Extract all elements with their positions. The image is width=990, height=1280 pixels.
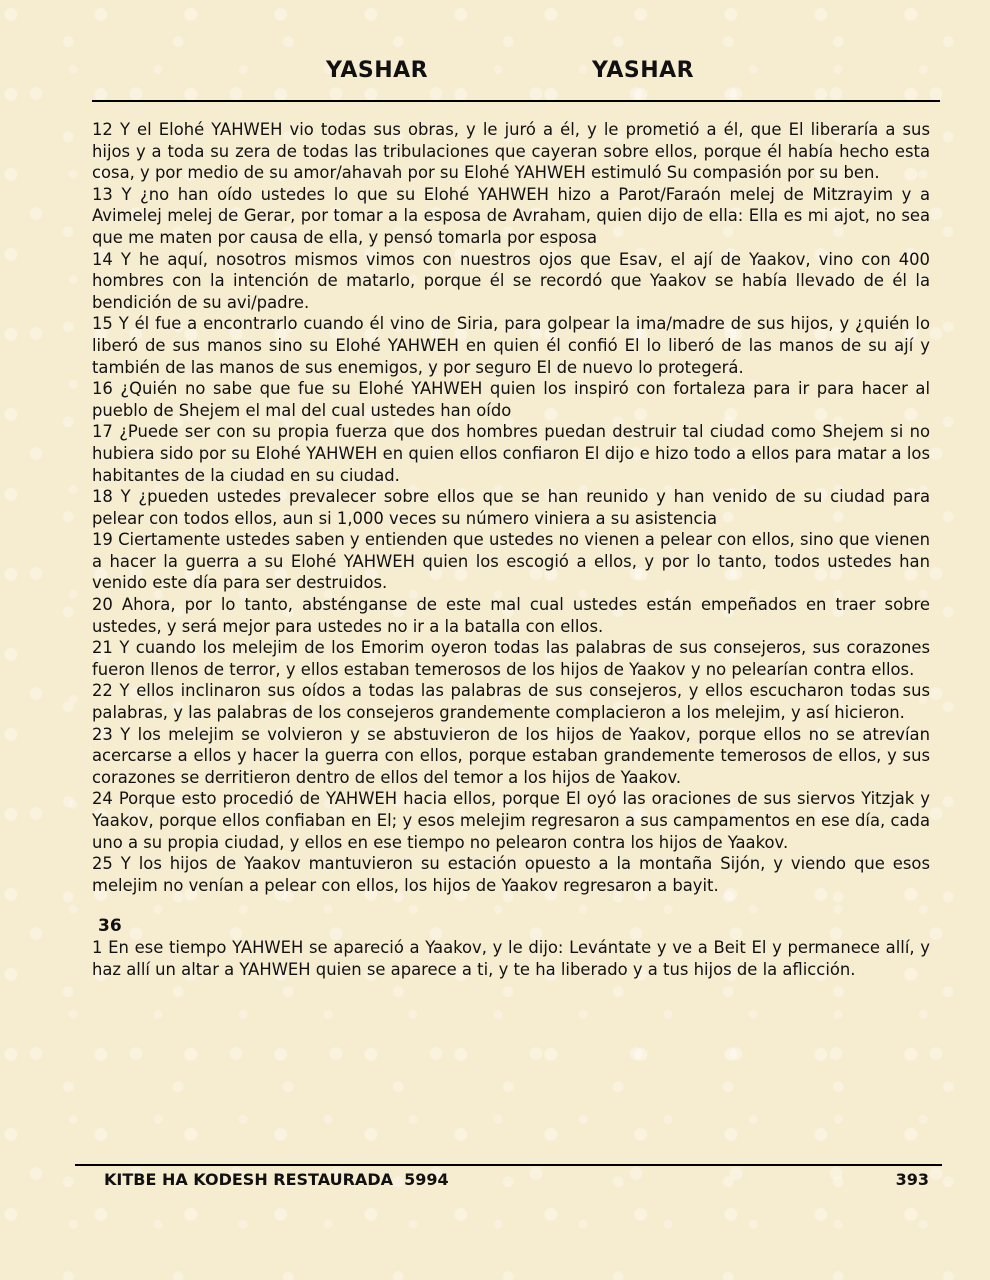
verse xyxy=(92,529,930,594)
running-title-left: YASHAR xyxy=(326,58,429,83)
verse xyxy=(92,937,930,980)
verse-text: Y el Elohé YAHWEH vio todas sus obras, y le juró a él, y le prometió a él, que El liberaría a sus hijos y a toda su zera de todas las tribulaciones que cayeran sobre ellos, porque él había hecho esta cosa, y por medio de su amor/ahavah por su Elohé YAHWEH estimuló Su compasión por su ben. xyxy=(92,120,930,183)
verse-number: 15 xyxy=(92,314,113,334)
page-header xyxy=(0,58,990,92)
verse-text: Y los hijos de Yaakov mantuvieron su estación opuesto a la montaña Sijón, y viendo que esos melejim no venían a pelear con ellos, los hijos de Yaakov regresaron a bayit. xyxy=(92,854,931,895)
verse-number: 20 xyxy=(92,595,113,615)
verse xyxy=(92,637,930,680)
verse-text: ¿Puede ser con su propia fuerza que dos hombres puedan destruir tal ciudad como Shejem si no hubiera sido por su Elohé YAHWEH en quien ellos confiaron El dijo e hizo todo a ellos para matar a los habitantes de la ciudad en su ciudad. xyxy=(92,422,931,485)
page-footer xyxy=(0,1170,990,1196)
verse-text: Y ¿pueden ustedes prevalecer sobre ellos que se han reunido y han venido de su ciudad para pelear con todos ellos, aun si 1,000 veces su número viniera a su asistencia xyxy=(92,487,930,528)
verse-text: Ahora, por lo tanto, absténganse de este mal cual ustedes están empeñados en traer sobre ustedes, y será mejor para ustedes no ir a la batalla con ellos. xyxy=(92,595,930,636)
verse xyxy=(92,313,930,378)
chapter-heading: 36 xyxy=(98,916,122,937)
verse-number: 18 xyxy=(92,487,113,507)
header-divider xyxy=(92,100,940,102)
verse xyxy=(92,853,930,896)
verse-number: 1 xyxy=(92,938,103,958)
verse xyxy=(92,724,930,789)
page-number: 393 xyxy=(895,1170,929,1189)
verse-number: 19 xyxy=(92,530,113,550)
verse-text: Y cuando los melejim de los Emorim oyeron todas las palabras de sus consejeros, sus corazones fueron llenos de terror, y ellos estaban temerosos de los hijos de Yaakov y no pelearían contra ellos. xyxy=(92,638,930,679)
verse-number: 16 xyxy=(92,379,113,399)
verse-text: En ese tiempo YAHWEH se apareció a Yaakov, y le dijo: Levántate y ve a Beit El y permanece allí, y haz allí un altar a YAHWEH quien se aparece a ti, y te ha liberado y a tus hijos de la aflicción. xyxy=(92,938,930,979)
verse-number: 21 xyxy=(92,638,113,658)
verse xyxy=(92,378,930,421)
verse-number: 17 xyxy=(92,422,113,442)
verse-text: Y los melejim se volvieron y se abstuvieron de los hijos de Yaakov, porque ellos no se atrevían acercarse a ellos y hacer la guerra con ellos, porque estaban grandemente temerosos de ellos, y sus corazones se derritieron dentro de ellos del temor a los hijos de Yaakov. xyxy=(92,724,930,787)
footer-divider xyxy=(75,1164,942,1166)
verse xyxy=(92,680,930,723)
verse-number: 14 xyxy=(92,249,113,269)
verse xyxy=(92,119,930,184)
verse-text: Y él fue a encontrarlo cuando él vino de Siria, para golpear la ima/madre de sus hijos, y ¿quién lo liberó de sus manos sino su Elohé YAHWEH en quien él confió El lo liberó de las manos de su ají y también de las manos de sus enemigos, y por seguro El de nuevo lo protegerá. xyxy=(92,314,930,377)
verse xyxy=(92,249,930,314)
verse-number: 24 xyxy=(92,789,113,809)
verse-text: ¿Quién no sabe que fue su Elohé YAHWEH quien los inspiró con fortaleza para ir para hacer al pueblo de Shejem el mal del cual ustedes han oído xyxy=(92,379,930,420)
verse-number: 22 xyxy=(92,681,113,701)
verse-text: Y he aquí, nosotros mismos vimos con nuestros ojos que Esav, el ají de Yaakov, vino con 400 hombres con la intención de matarlo, porque él se recordó que Yaakov se había llevado de él la bendición de su avi/padre. xyxy=(92,249,930,312)
page-body xyxy=(92,119,930,981)
verse xyxy=(92,788,930,853)
verse-number: 25 xyxy=(92,854,113,874)
verse-number: 13 xyxy=(92,184,113,204)
verse xyxy=(92,421,930,486)
book-title: KITBE HA KODESH RESTAURADA 5994 xyxy=(104,1170,449,1189)
verse xyxy=(92,594,930,637)
verse xyxy=(92,486,930,529)
verse-number: 12 xyxy=(92,120,113,139)
verse-text: Y ellos inclinaron sus oídos a todas las palabras de sus consejeros, y ellos escucharon todas sus palabras, y las palabras de los consejeros grandemente complacieron a los melejim, y así hicieron. xyxy=(92,681,930,723)
verse xyxy=(92,184,930,249)
verse-text: Porque esto procedió de YAHWEH hacia ellos, porque El oyó las oraciones de sus siervos Yitzjak y Yaakov, porque ellos confiaban en El; y esos melejim regresaron a sus campamentos en ese día, cada uno a su propia ciudad, y ellos en ese tiempo no pelearon contra los hijos de Yaakov. xyxy=(92,789,930,852)
running-title-right: YASHAR xyxy=(592,58,695,83)
verse-text: Y ¿no han oído ustedes lo que su Elohé YAHWEH hizo a Parot/Faraón melej de Mitzrayim y a Avimelej melej de Gerar, por tomar a la esposa de Avraham, quien dijo de ella: Ella es mi ajot, no sea que me maten por causa de ella, y pensó tomarla por esposa xyxy=(92,184,930,247)
verse-text: Ciertamente ustedes saben y entienden que ustedes no vienen a pelear con ellos, sino que vienen a hacer la guerra a su Elohé YAHWEH quien los escogió a ellos, y por lo tanto, todos ustedes han venido este día para ser destruidos. xyxy=(92,530,930,593)
verse-number: 23 xyxy=(92,724,113,744)
